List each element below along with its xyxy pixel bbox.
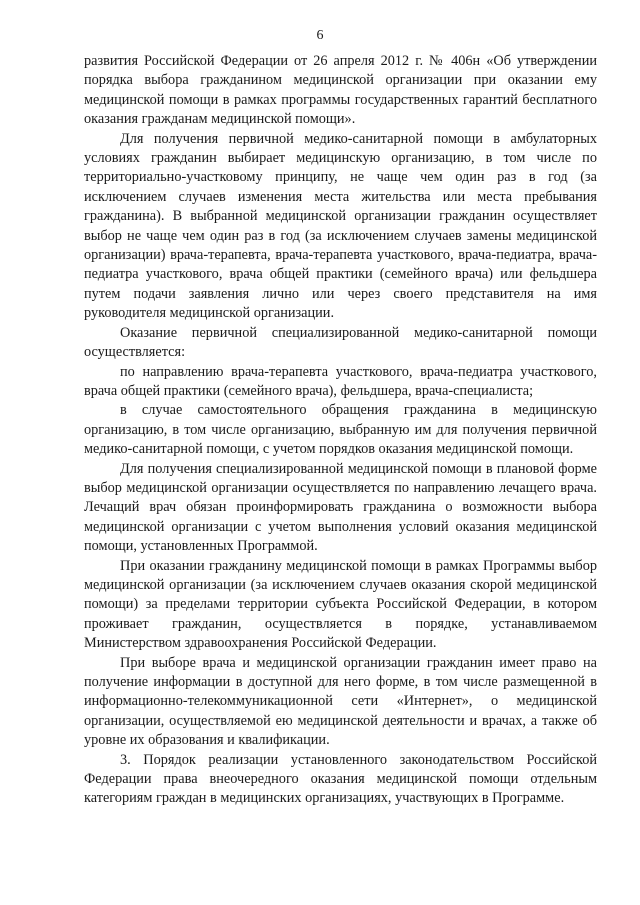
paragraph-primary-care-choice: Для получения первичной медико-санитарной помощи в амбулаторных условиях гражданин выбирает медицинскую организацию, в том числе по территориально-участковому принципу, не чаще чем один раз в год (за исключением случаев изменения места жительства или места пребывания гражданина). В выбранной медицинской организации гражданин осуществляет выбор не чаще чем один раз в год (за исключением случаев замены медицинской организации) врача-терапевта, врача-терапевта участкового, врача-педиатра, врача-педиатра участкового, врача общей практики (семейного врача) или фельдшера путем подачи заявления лично или через своего представителя на имя руководителя медицинской организации. (84, 130, 597, 322)
paragraph-planned-specialized-care: Для получения специализированной медицинской помощи в плановой форме выбор медицинской организации осуществляется по направлению лечащего врача. Лечащий врач обязан проинформировать гражданина о возможности выбора медицинской организации с учетом выполнения условий оказания медицинской помощи, установленных Программой. (84, 460, 597, 555)
paragraph-specialized-primary-care: Оказание первичной специализированной медико-санитарной помощи осуществляется: (84, 324, 597, 361)
paragraph-self-referral: в случае самостоятельного обращения гражданина в медицинскую организацию, в том числе организацию, выбранную им для получения первичной медико-санитарной помощи, с учетом порядков оказания медицинской помощи. (84, 402, 597, 458)
paragraph-outside-region: При оказании гражданину медицинской помощи в рамках Программы выбор медицинской организации (за исключением случаев оказания скорой медицинской помощи) за пределами территории субъекта Российской Федерации, в котором проживает гражданин, осуществляется в порядке, устанавливаемом Министерством здравоохранения Российской Федерации. (84, 557, 597, 652)
page-body (84, 52, 597, 809)
page-number: 6 (316, 28, 324, 43)
paragraph-right-to-information: При выборе врача и медицинской организации гражданин имеет право на получение информации в доступной для него форме, в том числе размещенной в информационно-телекоммуникационной сети «Интернет», о медицинской организации, осуществляемой ею медицинской деятельности и врачах, а также об уровне их образования и квалификации. (84, 654, 597, 749)
paragraph-by-referral: по направлению врача-терапевта участкового, врача-педиатра участкового, врача общей практики (семейного врача), фельдшера, врача-специалиста; (84, 363, 597, 399)
paragraph-continuation: развития Российской Федерации от 26 апреля 2012 г. № 406н «Об утверждении порядка выбора гражданином медицинской организации при оказании ему медицинской помощи в рамках программы государственных гарантий бесплатного оказания гражданам медицинской помощи». (84, 53, 597, 128)
paragraph-section-3: 3. Порядок реализации установленного законодательством Российской Федерации права внеочередного оказания медицинской помощи отдельным категориям граждан в медицинских организациях, участвующих в Программе. (84, 751, 597, 807)
